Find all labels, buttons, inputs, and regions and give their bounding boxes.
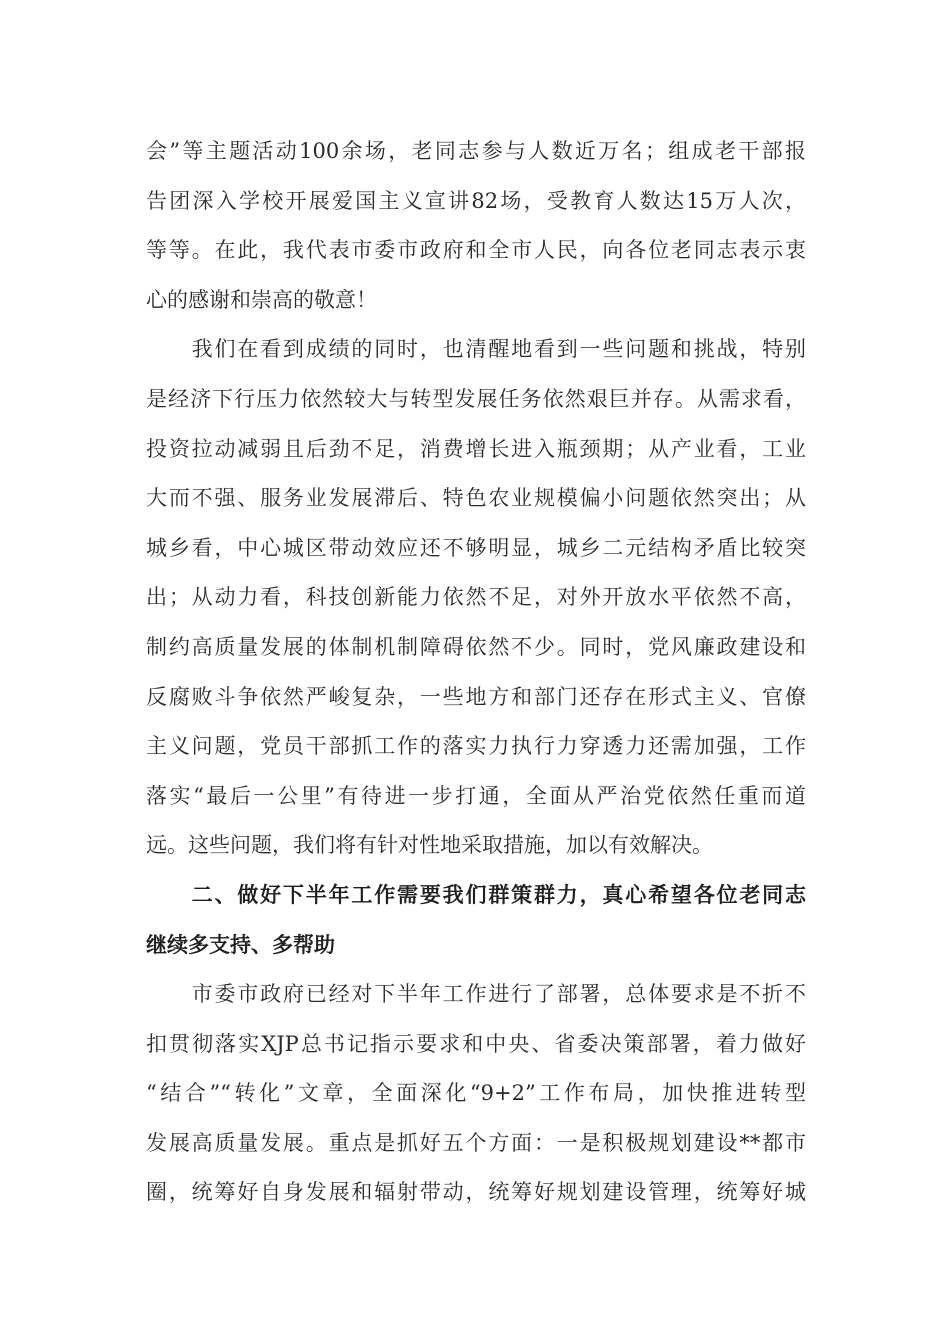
text-line: 大而不强、服务业发展滞后、特色农业规模偏小问题依然突出；从 — [146, 486, 806, 511]
paragraph-1 — [146, 127, 806, 325]
heading-line: 二、做好下半年工作需要我们群策群力，真心希望各位老同志 — [146, 882, 806, 907]
text-line: 主义问题，党员干部抓工作的落实力执行力穿透力还需加强，工作 — [146, 734, 806, 759]
document-body — [146, 127, 806, 1218]
text-line: 等等。在此，我代表市委市政府和全市人民，向各位老同志表示衷 — [146, 238, 806, 263]
text-line: 发展高质量发展。重点是抓好五个方面：一是积极规划建设**都市 — [146, 1130, 806, 1155]
text-line: 告团深入学校开展爱国主义宣讲82场，受教育人数达15万人次， — [146, 188, 806, 213]
text-line: “结合”“转化”文章，全面深化“9+2”工作布局，加快推进转型 — [146, 1081, 806, 1106]
heading-line: 继续多支持、多帮助 — [146, 932, 335, 957]
text-line: 会”等主题活动100余场，老同志参与人数近万名；组成老干部报 — [146, 139, 806, 163]
text-line: 反腐败斗争依然严峻复杂，一些地方和部门还存在形式主义、官僚 — [146, 684, 806, 709]
text-line: 投资拉动减弱且后劲不足，消费增长进入瓶颈期；从产业看，工业 — [146, 436, 806, 461]
paragraph-2 — [146, 325, 806, 871]
text-line: 市委市政府已经对下半年工作进行了部署，总体要求是不折不 — [146, 982, 806, 1007]
text-line: 远。这些问题，我们将有针对性地采取措施，加以有效解决。 — [146, 833, 713, 858]
text-line: 心的感谢和崇高的敬意！ — [146, 287, 377, 312]
text-line: 制约高质量发展的体制机制障碍依然不少。同时，党风廉政建设和 — [146, 634, 806, 659]
text-line: 扣贯彻落实XJP总书记指示要求和中央、省委决策部署，着力做好 — [146, 1031, 806, 1056]
paragraph-3 — [146, 970, 806, 1218]
text-line: 落实“最后一公里”有待进一步打通，全面从严治党依然任重而道 — [146, 783, 806, 808]
text-line: 出；从动力看，科技创新能力依然不足，对外开放水平依然不高， — [146, 585, 806, 610]
text-line: 我们在看到成绩的同时，也清醒地看到一些问题和挑战，特别 — [146, 337, 806, 362]
text-line: 是经济下行压力依然较大与转型发展任务依然艰巨并存。从需求看， — [146, 386, 806, 411]
section-heading — [146, 871, 806, 970]
text-line: 圈，统筹好自身发展和辐射带动，统筹好规划建设管理，统筹好城 — [146, 1180, 806, 1205]
text-line: 城乡看，中心城区带动效应还不够明显，城乡二元结构矛盾比较突 — [146, 535, 806, 560]
